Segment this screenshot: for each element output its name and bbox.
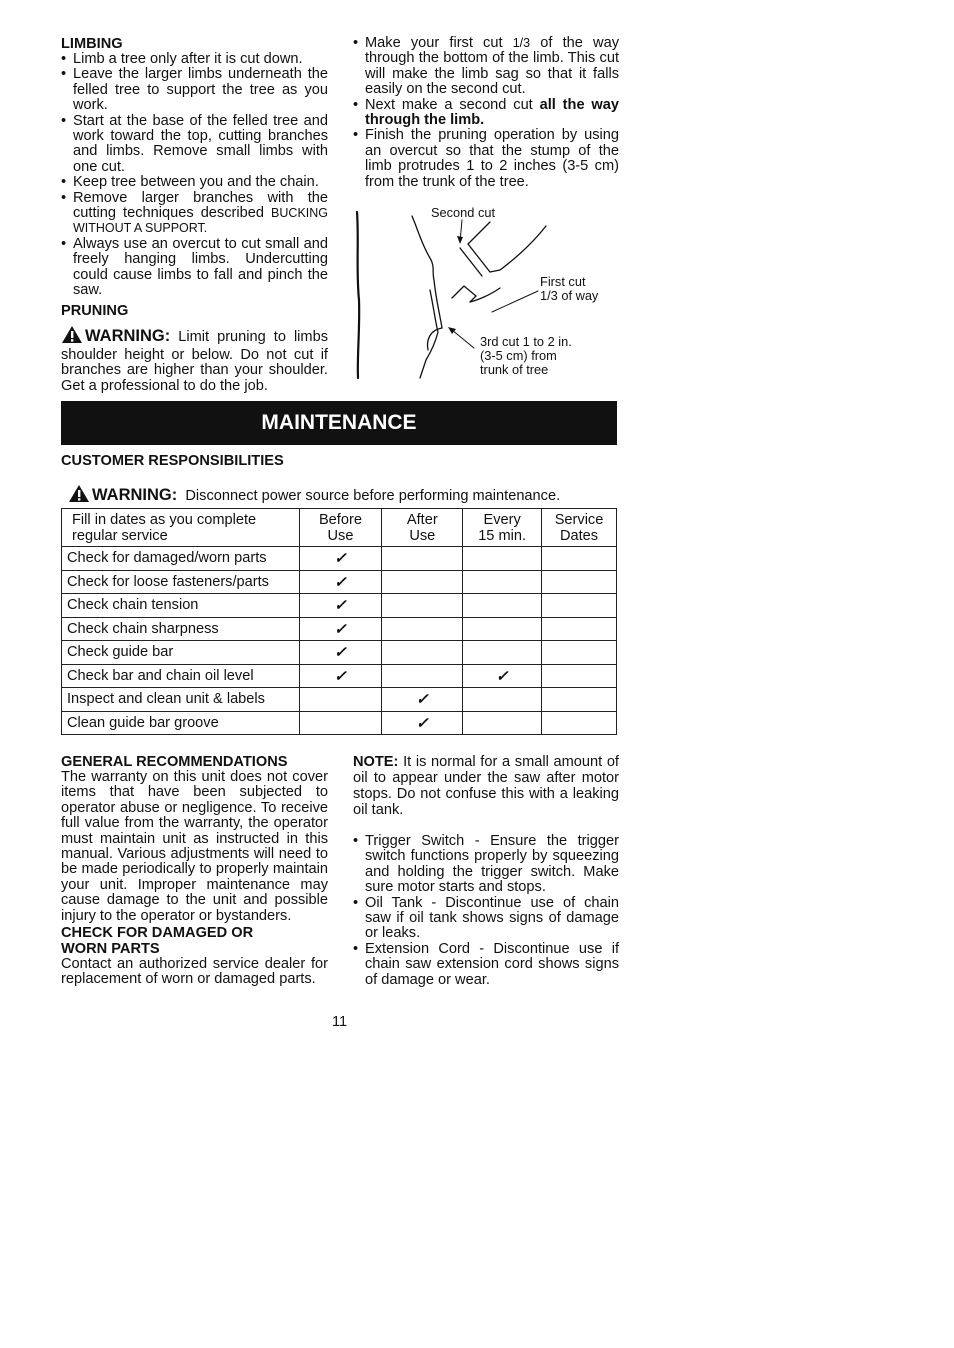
- list-item: [353, 98, 619, 129]
- checks-list: [353, 834, 619, 988]
- every-cell: [463, 594, 542, 618]
- check-mark-icon: ✓: [334, 667, 347, 685]
- header-line: regular service: [72, 527, 168, 544]
- heading-line: WORN PARTS: [61, 941, 160, 958]
- table-row: [62, 570, 617, 594]
- before-cell: [299, 688, 382, 712]
- warning-text: Disconnect power source before performing maintenance.: [185, 488, 561, 504]
- list-item: • Start at the base of the felled tree and work toward the top, cutting branches and limbs. Remove small limbs with one cut.: [61, 114, 328, 176]
- step-text: Make your first cut: [365, 35, 503, 51]
- check-damaged-heading: [61, 925, 328, 957]
- after-cell: [382, 641, 463, 665]
- list-item: • Oil Tank - Discontinue use of chain saw if oil tank shows signs of damage or leaks.: [353, 896, 619, 942]
- task-cell: Check chain sharpness: [62, 617, 300, 641]
- after-cell: [382, 547, 463, 571]
- label-line: trunk of tree: [480, 362, 549, 377]
- every-cell: [463, 617, 542, 641]
- header-line: Dates: [559, 527, 599, 544]
- list-item: • Trigger Switch - Ensure the trigger switch functions properly by squeezing and holding the trigger switch. Make sure motor starts and stops.: [353, 834, 619, 896]
- task-cell: Inspect and clean unit & labels: [62, 688, 300, 712]
- header-line: Use: [327, 527, 354, 544]
- every-cell: [463, 641, 542, 665]
- after-cell: [382, 664, 463, 688]
- service-dates-cell[interactable]: [542, 570, 617, 594]
- maintenance-warning: [68, 484, 628, 507]
- before-cell: [299, 711, 382, 735]
- table-row: [62, 664, 617, 688]
- header-line: Every: [483, 511, 521, 528]
- service-dates-cell[interactable]: [542, 664, 617, 688]
- maintenance-table: [61, 508, 617, 735]
- maintenance-banner: MAINTENANCE: [61, 401, 617, 445]
- check-mark-icon: ✓: [334, 597, 347, 615]
- step-text: of the way through the bottom of the limb. This cut will make the limb sag so that it falls easily on the second cut.: [365, 35, 619, 98]
- header-line: Use: [409, 527, 436, 544]
- header-task: [62, 509, 300, 547]
- note-paragraph: [353, 754, 619, 818]
- table-row: [62, 711, 617, 735]
- warning-text: Limit pruning to limbs shoulder height or below. Do not cut if branches are higher than your shoulder. Get a professional to do the job.: [61, 328, 328, 394]
- service-dates-cell[interactable]: [542, 594, 617, 618]
- every-cell: [463, 664, 542, 688]
- check-mark-icon: ✓: [334, 644, 347, 662]
- step-text: Next make a second cut: [365, 96, 533, 113]
- task-cell: Clean guide bar groove: [62, 711, 300, 735]
- list-item: • Extension Cord - Discontinue use if chain saw extension cord shows signs of damage or wear.: [353, 942, 619, 988]
- task-cell: Check guide bar: [62, 641, 300, 665]
- before-cell: [299, 617, 382, 641]
- table-row: [62, 547, 617, 571]
- page-number: 11: [332, 1014, 348, 1030]
- list-item: • Keep tree between you and the chain.: [61, 175, 328, 190]
- table-row: [62, 617, 617, 641]
- after-cell: [382, 688, 463, 712]
- every-cell: [463, 688, 542, 712]
- every-cell: [463, 547, 542, 571]
- general-recommendations: [61, 754, 328, 988]
- customer-responsibilities-heading: CUSTOMER RESPONSIBILITIES: [61, 453, 284, 469]
- header-every-15-min: [463, 509, 542, 547]
- limbing-section: [61, 36, 328, 394]
- task-cell: Check for loose fasteners/parts: [62, 570, 300, 594]
- note-section: [353, 754, 619, 988]
- warning-triangle-icon: [68, 484, 90, 507]
- task-cell: Check bar and chain oil level: [62, 664, 300, 688]
- list-item-text: Remove larger branches with the cutting techniques described: [73, 189, 328, 222]
- check-damaged-text: Contact an authorized service dealer for replacement of worn or damaged parts.: [61, 956, 328, 988]
- list-item: • Limb a tree only after it is cut down.: [61, 52, 328, 67]
- header-after-use: [382, 509, 463, 547]
- check-mark-icon: ✓: [416, 691, 429, 709]
- warning-triangle-icon: [61, 325, 83, 348]
- header-service-dates: [542, 509, 617, 547]
- check-mark-icon: ✓: [334, 573, 347, 591]
- label-line: (3-5 cm) from: [480, 348, 557, 363]
- check-mark-icon: ✓: [416, 714, 429, 732]
- pruning-warning: [61, 325, 328, 395]
- every-cell: [463, 711, 542, 735]
- table-row: [62, 641, 617, 665]
- before-cell: [299, 547, 382, 571]
- header-before-use: [299, 509, 382, 547]
- check-mark-icon: ✓: [334, 550, 347, 568]
- header-line: Before: [318, 511, 362, 528]
- pruning-diagram: [350, 200, 620, 382]
- before-cell: [299, 570, 382, 594]
- header-line: Fill in dates as you complete: [72, 511, 257, 528]
- after-cell: [382, 711, 463, 735]
- limbing-list: [61, 52, 328, 299]
- list-item: • Finish the pruning operation by using an overcut so that the stump of the limb protrudes 1 to 2 inches (3-5 cm) from the trunk of the tree.: [353, 128, 619, 190]
- check-mark-icon: ✓: [334, 620, 347, 638]
- after-cell: [382, 594, 463, 618]
- table-header-row: [62, 509, 617, 547]
- step-bold-text: all the way through the limb.: [365, 96, 619, 129]
- label-line: 1/3 of way: [540, 288, 599, 303]
- after-cell: [382, 617, 463, 641]
- label-line: First cut: [540, 274, 586, 289]
- limbing-heading: LIMBING: [61, 36, 123, 52]
- pruning-steps: [353, 36, 619, 190]
- bucking-reference: BUCKING WITHOUT A SUPPORT.: [73, 206, 328, 236]
- before-cell: [299, 594, 382, 618]
- service-dates-cell[interactable]: [542, 641, 617, 665]
- fraction: 1/3: [512, 36, 531, 50]
- note-text: It is normal for a small amount of oil to appear under the saw after motor stops. Do not confuse this with a leaking oil tank.: [353, 754, 619, 818]
- warning-label: WARNING:: [85, 326, 171, 345]
- heading-line: CHECK FOR DAMAGED OR: [61, 925, 254, 942]
- table-row: [62, 688, 617, 712]
- table-row: [62, 594, 617, 618]
- note-label: NOTE:: [353, 754, 399, 770]
- service-dates-cell[interactable]: [542, 617, 617, 641]
- pruning-heading: PRUNING: [61, 302, 129, 319]
- before-cell: [299, 641, 382, 665]
- label-first-cut: [540, 275, 598, 303]
- general-text: The warranty on this unit does not cover items that have been subjected to operator abuse or negligence. To receive full value from the warranty, the operator must maintain unit as instructed in this manual. Various adjustments will need to be made periodically to properly maintain your unit. Improper maintenance may cause damage to the unit and possible injury to the operator or bystanders.: [61, 769, 328, 924]
- label-third-cut: [480, 335, 572, 377]
- task-cell: Check for damaged/worn parts: [62, 547, 300, 571]
- general-heading: GENERAL RECOMMENDATIONS: [61, 754, 288, 770]
- check-mark-icon: ✓: [495, 667, 509, 685]
- label-second-cut: Second cut: [431, 205, 496, 220]
- header-line: Service: [554, 511, 604, 528]
- label-line: 3rd cut 1 to 2 in.: [480, 334, 572, 349]
- service-dates-cell[interactable]: [542, 711, 617, 735]
- task-cell: Check chain tension: [62, 594, 300, 618]
- list-item: [353, 36, 619, 98]
- list-item: • Leave the larger limbs underneath the felled tree to support the tree as you work.: [61, 67, 328, 113]
- every-cell: [463, 570, 542, 594]
- header-line: After: [406, 511, 438, 528]
- service-dates-cell[interactable]: [542, 688, 617, 712]
- before-cell: [299, 664, 382, 688]
- after-cell: [382, 570, 463, 594]
- list-item: • Always use an overcut to cut small and freely hanging limbs. Undercutting could cause limbs to fall and pinch the saw.: [61, 237, 328, 299]
- service-dates-cell[interactable]: [542, 547, 617, 571]
- list-item: [61, 191, 328, 237]
- header-line: 15 min.: [478, 527, 527, 544]
- warning-label: WARNING:: [92, 486, 178, 504]
